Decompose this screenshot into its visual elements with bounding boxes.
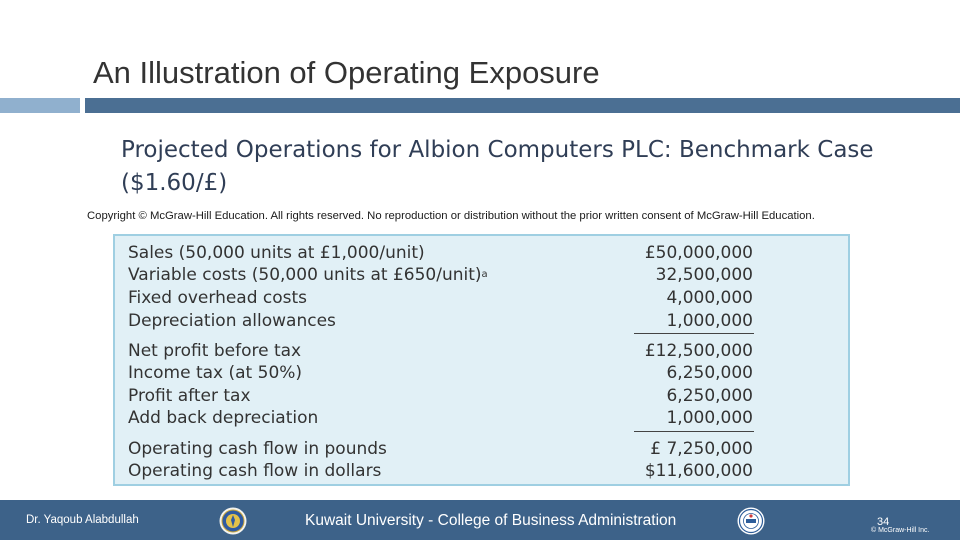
row-value: £ 7,250,000	[650, 439, 753, 459]
row-value: 6,250,000	[666, 386, 753, 406]
table-row	[128, 407, 753, 429]
publisher-credit: © McGraw-Hill Inc.	[871, 527, 930, 534]
projected-operations-table	[113, 234, 850, 486]
table-row	[128, 287, 753, 309]
footer-author: Dr. Yaqoub Alabdullah	[26, 514, 139, 526]
row-label: Income tax (at 50%)	[128, 363, 303, 383]
row-value: 32,500,000	[655, 265, 753, 285]
page-number: 34	[877, 516, 890, 528]
row-value: 1,000,000	[666, 311, 753, 331]
row-label: Operating cash flow in dollars	[128, 461, 382, 481]
row-label: Variable costs (50,000 units at £650/unit)	[128, 265, 482, 285]
row-label: Add back depreciation	[128, 408, 319, 428]
row-label: Sales (50,000 units at £1,000/unit)	[128, 243, 425, 263]
row-value: $11,600,000	[644, 461, 753, 481]
slide-subtitle: Projected Operations for Albion Computers PLC: Benchmark Case ($1.60/£)	[121, 137, 874, 196]
row-value: 6,250,000	[666, 363, 753, 383]
table-row	[128, 362, 753, 384]
slide-title: An Illustration of Operating Exposure	[93, 55, 600, 90]
row-value: 4,000,000	[666, 288, 753, 308]
title-rule-accent	[0, 98, 80, 113]
row-label: Fixed overhead costs	[128, 288, 308, 308]
table-row	[128, 310, 753, 332]
row-value: 1,000,000	[666, 408, 753, 428]
row-value: £12,500,000	[644, 341, 753, 361]
subtotal-rule	[634, 333, 754, 334]
aacsb-seal-icon	[737, 507, 765, 535]
footnote-marker: a	[481, 269, 488, 280]
table-row	[128, 264, 753, 286]
row-label: Operating cash flow in pounds	[128, 439, 387, 459]
title-rule	[85, 98, 960, 113]
table-row	[128, 340, 753, 362]
table-row	[128, 438, 753, 460]
subtotal-rule	[634, 431, 754, 432]
slide-footer	[0, 500, 960, 540]
row-value: £50,000,000	[644, 243, 753, 263]
footer-institution: Kuwait University - College of Business Administration	[305, 512, 677, 529]
table-row	[128, 460, 753, 482]
row-label: Depreciation allowances	[128, 311, 336, 331]
row-label-wrap	[128, 264, 488, 289]
row-label: Profit after tax	[128, 386, 251, 406]
row-label: Net profit before tax	[128, 341, 302, 361]
copyright-notice: Copyright © McGraw-Hill Education. All rights reserved. No reproduction or distribution without the prior written consent of McGraw-Hill Education.	[87, 210, 815, 222]
table-row	[128, 242, 753, 264]
table-row	[128, 385, 753, 407]
university-seal-icon	[219, 507, 247, 535]
